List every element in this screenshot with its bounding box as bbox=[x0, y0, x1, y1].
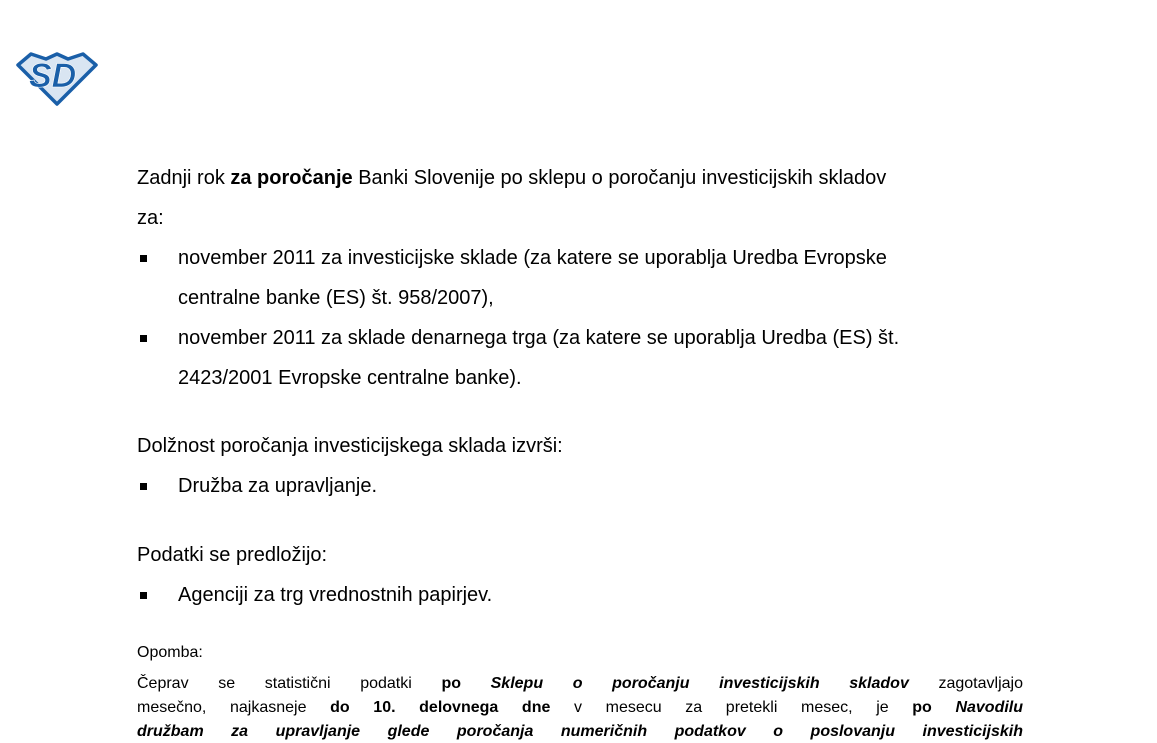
bullet3-line: Družba za upravljanje. bbox=[178, 475, 377, 497]
note1-decree-title: Sklepu o poročanju investicijskih skladov bbox=[490, 675, 909, 692]
note2-text-2: v mesecu za pretekli mesec, je bbox=[550, 699, 913, 716]
note2-bold-deadline: do 10. delovnega dne bbox=[330, 699, 551, 716]
bullet-item-management-company bbox=[137, 466, 1023, 506]
note-line-2 bbox=[137, 696, 1023, 720]
bullet2-line-2: 2423/2001 Evropske centralne banke). bbox=[178, 367, 522, 389]
note3-instruction-title: družbam za upravljanje glede poročanja numeričnih podatkov o poslovanju investicijskih bbox=[137, 723, 1023, 740]
sd-logo bbox=[16, 50, 98, 106]
bullet-square-icon bbox=[140, 335, 147, 342]
heading-data-submitted-to: Podatki se predložijo: bbox=[137, 544, 328, 566]
bullet4-line: Agenciji za trg vrednostnih papirjev. bbox=[178, 584, 493, 606]
bullet1-line-2: centralne banke (ES) št. 958/2007), bbox=[178, 287, 494, 309]
note-line-1 bbox=[137, 672, 1023, 696]
bullet2-line-1: november 2011 za sklade denarnega trga (za katere se uporablja Uredba (ES) št. bbox=[178, 327, 900, 349]
note1-text-2: zagotavljajo bbox=[908, 675, 1023, 692]
bullet-square-icon bbox=[140, 255, 147, 262]
bullet-square-icon bbox=[140, 483, 147, 490]
note-section bbox=[137, 641, 1023, 743]
bullet-item-securities-market-agency bbox=[137, 575, 1023, 615]
note-label: Opomba: bbox=[137, 644, 203, 661]
bullet1-line-1: november 2011 za investicijske sklade (za katere se uporablja Uredba Evropske bbox=[178, 247, 887, 269]
document-body bbox=[137, 158, 1023, 743]
note2-bold-po: po bbox=[912, 699, 956, 716]
note2-text-1: mesečno, najkasneje bbox=[137, 699, 331, 716]
svg-text:SD: SD bbox=[29, 57, 77, 95]
intro-text-2: Banki Slovenije po sklepu o poročanju investicijskih skladov bbox=[352, 167, 887, 189]
bullet-item-november-money-market-funds bbox=[137, 318, 1023, 398]
intro-line-1 bbox=[137, 158, 1023, 198]
sd-diamond-icon bbox=[16, 50, 98, 106]
note1-text-1: Čeprav se statistični podatki bbox=[137, 675, 442, 692]
intro-bold-text: za poročanje bbox=[230, 167, 353, 189]
note-line-3 bbox=[137, 720, 1023, 743]
bullet-item-november-investment-funds bbox=[137, 238, 1023, 318]
heading-reporting-duty: Dolžnost poročanja investicijskega sklada izvrši: bbox=[137, 435, 563, 457]
intro-text-1: Zadnji rok bbox=[137, 167, 231, 189]
intro-line-2: za: bbox=[137, 207, 164, 229]
bullet-square-icon bbox=[140, 592, 147, 599]
note1-bold-po: po bbox=[441, 675, 491, 692]
note2-instruction-title: Navodilu bbox=[955, 699, 1024, 716]
